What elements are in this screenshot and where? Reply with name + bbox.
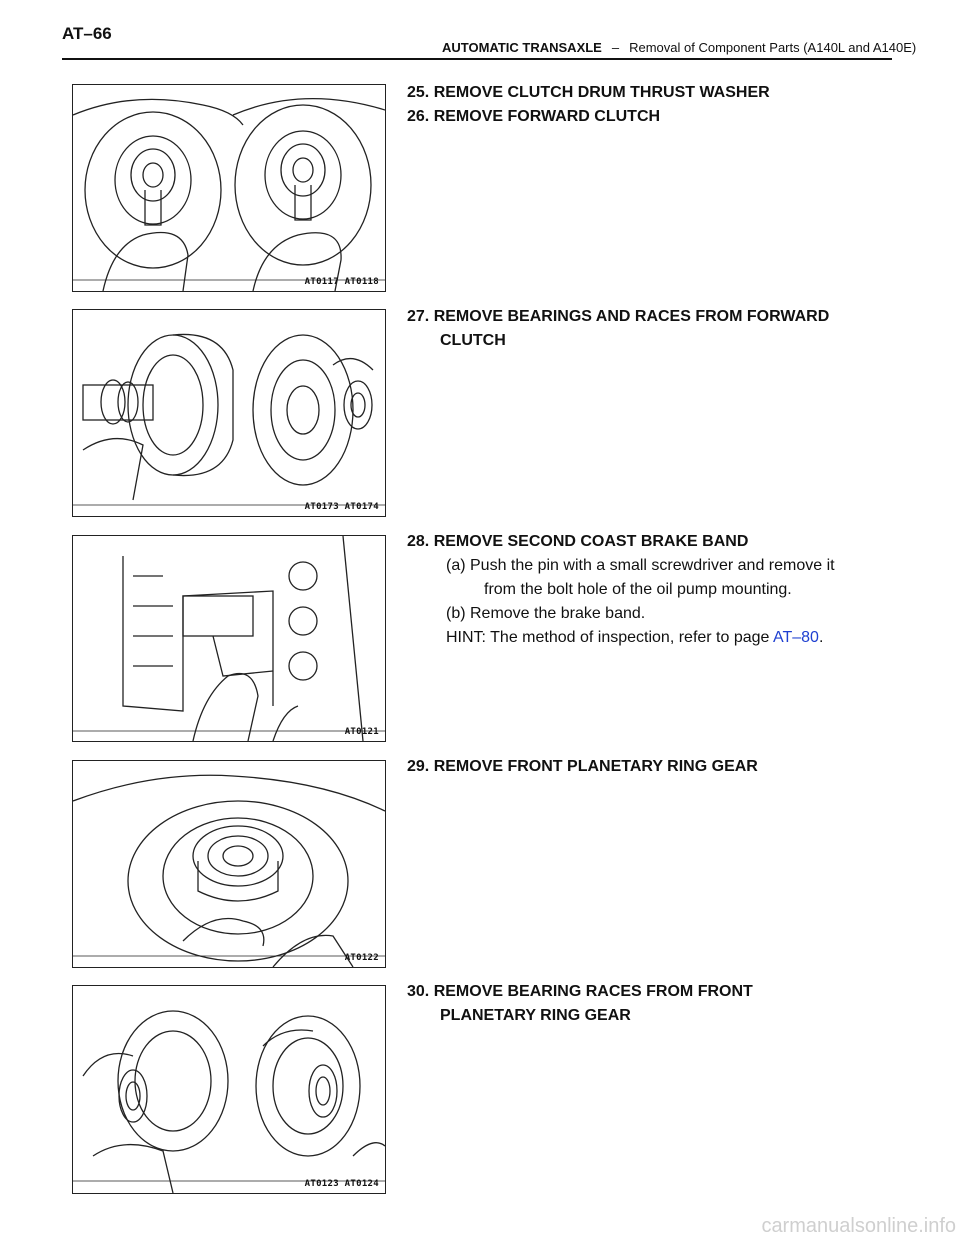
step-28-a-line1: (a) Push the pin with a small screwdriver and remove it xyxy=(446,557,835,574)
figure-second-coast-brake-band xyxy=(72,535,386,742)
step-28-a-line2: from the bolt hole of the oil pump mounting. xyxy=(484,581,792,598)
step-28-hint xyxy=(446,626,823,650)
step-30-line2: PLANETARY RING GEAR xyxy=(440,1007,631,1024)
step-27-line1: 27. REMOVE BEARINGS AND RACES FROM FORWARD xyxy=(407,308,830,325)
hint-text: HINT: The method of inspection, refer to page xyxy=(446,629,773,646)
illustration-clutch-bearings xyxy=(73,310,385,516)
hint-end: . xyxy=(818,629,824,646)
subsection-title: Removal of Component Parts (A140L and A140E) xyxy=(629,40,917,55)
illustration-ring-gear xyxy=(73,761,385,967)
figure-code: AT0122 xyxy=(344,953,379,963)
section-title: AUTOMATIC TRANSAXLE xyxy=(442,40,602,55)
figure-code: AT0121 xyxy=(344,727,379,737)
step-27 xyxy=(407,305,829,353)
step-28: 28. REMOVE SECOND COAST BRAKE BAND xyxy=(407,533,749,550)
page-number: AT–66 xyxy=(62,24,112,43)
step-28-a xyxy=(446,554,835,602)
figure-bearing-races xyxy=(72,985,386,1194)
figure-forward-clutch-bearings xyxy=(72,309,386,517)
header-rule xyxy=(62,58,892,60)
figure-code: AT0123 AT0124 xyxy=(304,1179,379,1189)
step-29: 29. REMOVE FRONT PLANETARY RING GEAR xyxy=(407,758,758,775)
step-30-line1: 30. REMOVE BEARING RACES FROM FRONT xyxy=(407,983,753,1000)
step-26: 26. REMOVE FORWARD CLUTCH xyxy=(407,108,661,125)
running-header xyxy=(442,40,916,55)
step-30 xyxy=(407,980,753,1028)
header-separator: – xyxy=(611,40,620,55)
figure-forward-clutch-removal xyxy=(72,84,386,292)
figure-code: AT0117 AT0118 xyxy=(304,277,379,287)
figure-front-planetary-ring-gear xyxy=(72,760,386,968)
illustration-forward-clutch xyxy=(73,85,385,291)
page-ref-link[interactable]: AT–80 xyxy=(773,629,819,646)
illustration-bearing-races xyxy=(73,986,385,1193)
illustration-brake-band xyxy=(73,536,385,741)
step-25: 25. REMOVE CLUTCH DRUM THRUST WASHER xyxy=(407,84,770,101)
step-27-line2: CLUTCH xyxy=(440,332,506,349)
step-28-b: (b) Remove the brake band. xyxy=(446,605,646,622)
watermark: carmanualsonline.info xyxy=(761,1215,956,1237)
figure-code: AT0173 AT0174 xyxy=(304,502,379,512)
